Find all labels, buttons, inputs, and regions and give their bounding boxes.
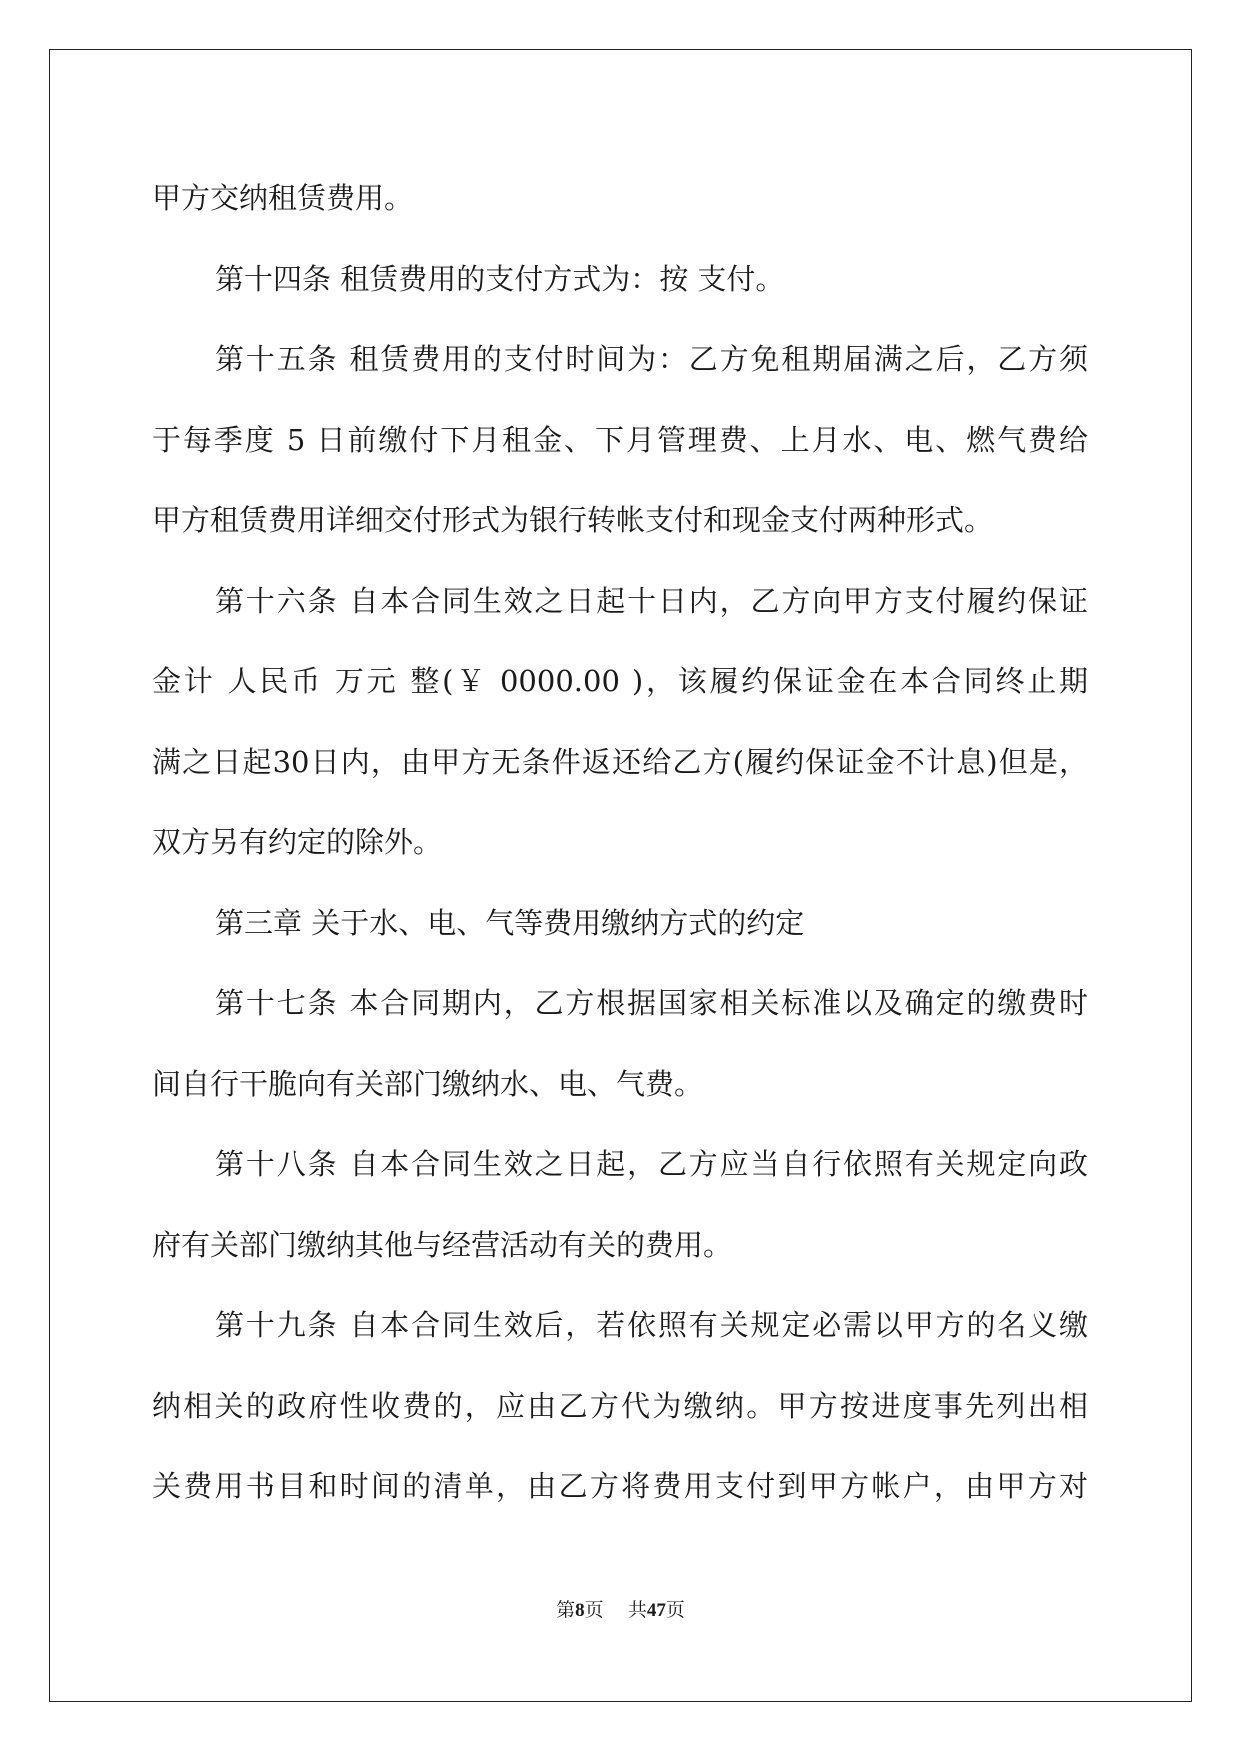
- paragraph-line: 关费用书目和时间的清单，由乙方将费用支付到甲方帐户，由甲方对: [152, 1469, 1088, 1503]
- paragraph-line: 间自行干脆向有关部门缴纳水、电、气费。: [152, 1066, 704, 1101]
- total-pages: 47: [646, 1600, 666, 1621]
- page-number: 8: [575, 1600, 585, 1621]
- paragraph-line: 满之日起30日内，由甲方无条件返还给乙方(履约保证金不计息)但是，: [152, 744, 1088, 779]
- total-label-suffix: 页: [665, 1599, 685, 1621]
- paragraph-line: 金计 人民币 万元 整(￥ 0000.00 )，该履约保证金在本合同终止期: [152, 664, 1088, 698]
- paragraph-line: 第十七条 本合同期内，乙方根据国家相关标准以及确定的缴费时: [215, 986, 1088, 1020]
- section-heading: 第三章 关于水、电、气等费用缴纳方式的约定: [215, 905, 805, 940]
- paragraph-line: 第十五条 租赁费用的支付时间为：乙方免租期届满之后，乙方须: [215, 342, 1088, 376]
- paragraph-line: 甲方交纳租赁费用。: [152, 181, 414, 215]
- paragraph-line: 第十九条 自本合同生效后，若依照有关规定必需以甲方的名义缴: [215, 1308, 1088, 1342]
- paragraph-line: 双方另有约定的除外。: [152, 825, 443, 859]
- page-footer: [0, 1598, 1241, 1623]
- page-label-suffix: 页: [584, 1599, 604, 1621]
- page-label-prefix: 第: [556, 1599, 576, 1621]
- paragraph-line: 纳相关的政府性收费的，应由乙方代为缴纳。甲方按进度事先列出相: [152, 1388, 1088, 1423]
- paragraph-line: 第十六条 自本合同生效之日起十日内，乙方向甲方支付履约保证: [215, 583, 1088, 618]
- paragraph-line: 府有关部门缴纳其他与经营活动有关的费用。: [152, 1227, 733, 1262]
- paragraph-line: 第十八条 自本合同生效之日起，乙方应当自行依照有关规定向政: [215, 1147, 1088, 1181]
- paragraph-line: 于每季度 5 日前缴付下月租金、下月管理费、上月水、电、燃气费给: [152, 422, 1088, 457]
- total-label-prefix: 共: [627, 1599, 647, 1621]
- paragraph-line: 第十四条 租赁费用的支付方式为：按 支付。: [215, 261, 785, 296]
- paragraph-line: 甲方租赁费用详细交付形式为银行转帐支付和现金支付两种形式。: [152, 503, 994, 537]
- document-body: [152, 158, 1088, 1527]
